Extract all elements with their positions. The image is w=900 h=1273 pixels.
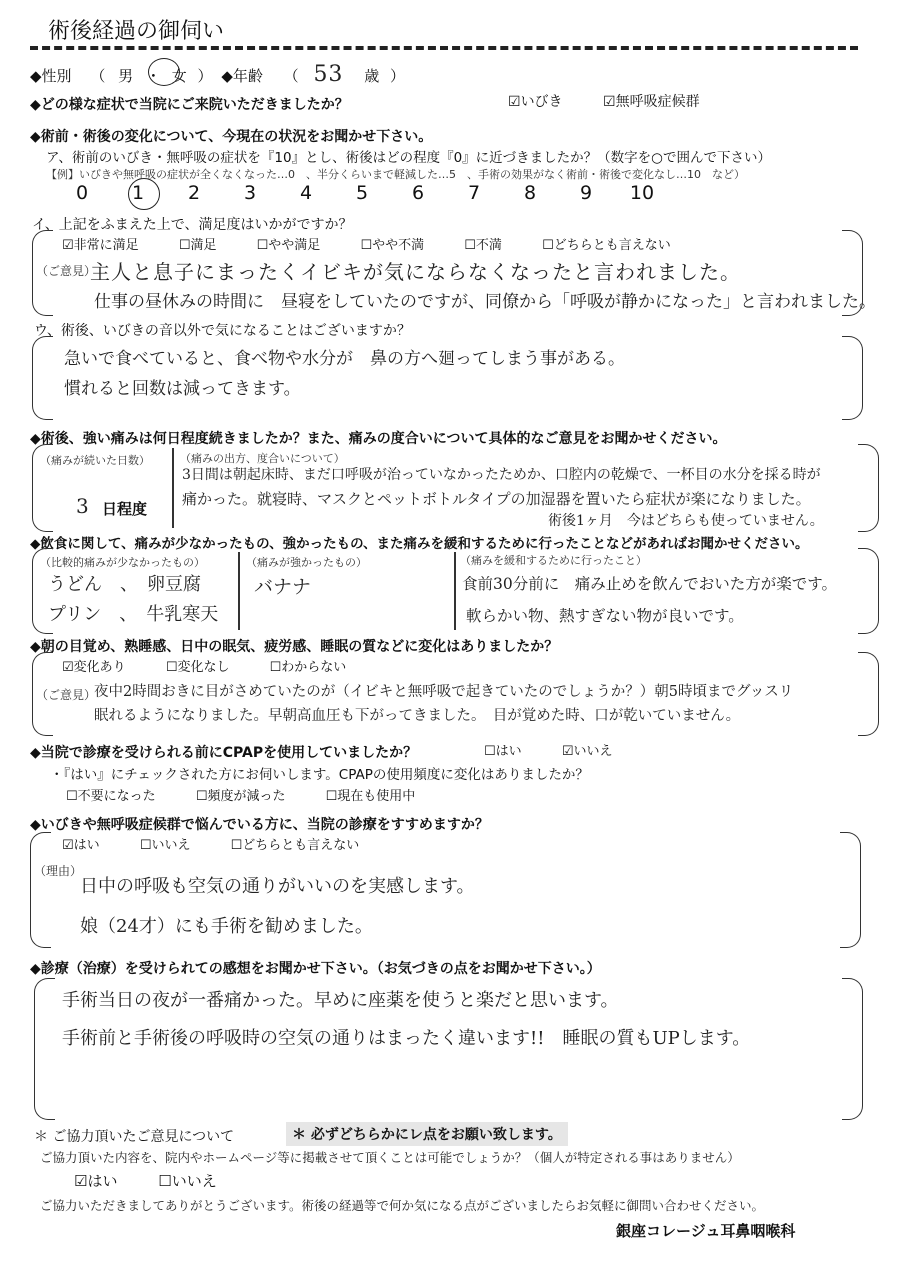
scale-0[interactable]: 0 [75,182,89,204]
q7-opt-2-label: どちらとも言えない [242,838,360,853]
q1-opt-snore: いびき [520,94,563,110]
q3-bracket-right [858,444,879,532]
q6-sub-opt-2-label: 現在も使用中 [337,789,416,804]
q5-opt-1[interactable]: ☐変化なし [165,660,230,675]
scale-2[interactable]: 2 [187,182,201,204]
q7-opt-1[interactable]: ☐いいえ [139,838,191,853]
female-circle [148,58,180,86]
q4-relief-1: 食前30分前に 痛み止めを飲んでおいた方が楽です。 [462,575,837,593]
q4-weak-1: うどん 、 卵豆腐 [48,574,201,595]
q6-options [484,740,648,759]
q5-opinion-label: （ご意見） [36,688,97,702]
scale-circle [128,178,160,210]
q6-sub-opt-0-label: 不要になった [77,789,156,804]
q2b-opt-3[interactable]: ☐やや不満 [360,238,425,253]
q1-check-snore[interactable]: ☑いびき [508,94,563,110]
q2b-opt-3-label: やや不満 [372,238,425,253]
q3-days-unit: 日程度 [102,500,148,518]
q4-text: ◆飲食に関して、痛みが少なかったもの、強かったもの、また痛みを緩和するために行ったことなどがあればお聞かせください。 [30,536,809,552]
q2b-opt-2-label: やや満足 [268,238,321,253]
q4-divider-2 [454,552,456,630]
age-label: ◆年齢 [221,67,263,85]
q1-text: ◆どの様な症状で当院にご来院いただきましたか？ [30,97,349,113]
scale-7[interactable]: 7 [467,182,481,204]
consent-no-label: いいえ [171,1172,217,1190]
q6-opt-no[interactable]: ☑いいえ [561,744,613,759]
q3-answer-1: 3日間は朝起床時、まだ口呼吸が治っていなかったためか、口腔内の乾燥で、一杯目の水分を採る時が [182,467,821,483]
q6-sub-opt-1[interactable]: ☐頻度が減った [195,789,286,804]
q2a-example: 【例】いびきや無呼吸の症状が全くなくなった…0 、半分くらいまで軽減した…5 、手術の効果がなく術前・術後で変化なし…10 など） [46,168,745,181]
q1-opt-apnea: 無呼吸症候群 [615,94,700,110]
q6-sub-options [66,785,451,804]
q7-opt-0[interactable]: ☑はい [62,838,100,853]
q8-answer-1: 手術当日の夜が一番痛かった。早めに座薬を使うと楽だと思います。 [62,990,619,1011]
scale-1[interactable]: 1 [131,182,145,204]
thanks-text: ご協力いただきましてありがとうございます。術後の経過等で何か気になる点がございましたらお気軽に御問い合わせください。 [40,1198,765,1213]
q5-opt-2[interactable]: ☐わからない [269,660,347,675]
q8-bracket-right [842,978,863,1120]
q7-text: ◆いびきや無呼吸症候群で悩んでいる方に、当院の診療をすすめますか？ [30,817,489,833]
q2c-answer-1: 急いで食べていると、食べ物や水分が 鼻の方へ廻ってしまう事がある。 [64,349,625,369]
q3-days-value[interactable]: 3 [76,494,90,518]
q6-sub-opt-0[interactable]: ☐不要になった [66,789,156,804]
q5-opt-0-label: 変化あり [73,660,126,675]
scale-3[interactable]: 3 [243,182,257,204]
q7-options [62,834,395,853]
q4-weak-label: （比較的痛みが少なかったもの） [40,556,205,569]
q2b-answer-1: 主人と息子にまったくイビキが気にならなくなったと言われました。 [90,260,741,284]
q2b-options [62,234,707,253]
q8-answer-2: 手術前と手術後の呼吸時の空気の通りはまったく違います!! 睡眠の質もUPします。 [62,1028,751,1049]
consent-options [74,1170,253,1191]
q4-strong-1: バナナ [254,576,312,598]
q2b-opt-1[interactable]: ☐満足 [178,238,217,253]
q2c-bracket-right [842,336,863,420]
gender-female[interactable]: 女 [171,67,187,85]
scale-4[interactable]: 4 [299,182,313,204]
gender-row: ◆性別 （ 男 ・ 女 ） ◆年齢 （ 53 歳 ） [30,62,406,87]
q3-text: ◆術後、強い痛みは何日程度続きましたか？また、痛みの度合いについて具体的なご意見をお聞かせください。 [30,431,727,447]
q4-bracket-right [858,548,879,634]
age-value[interactable]: 53 [313,62,344,87]
q4-divider-1 [238,552,240,630]
consent-no[interactable]: ☐いいえ [158,1172,217,1190]
gender-male[interactable]: 男 [118,67,134,85]
scale-9[interactable]: 9 [579,182,593,204]
q2c-text: ウ、術後、いびきの音以外で気になることはございますか？ [34,323,411,339]
q2b-opt-0-label: 非常に満足 [73,238,139,253]
q5-opt-0[interactable]: ☑変化あり [62,660,126,675]
q6-sub-text: ・『はい』にチェックされた方にお伺いします。CPAPの使用頻度に変化はありましたか？ [50,767,589,783]
q5-answer-2: 眠れるようになりました。早朝高血圧も下がってきました。 目が覚めた時、口が乾いていません。 [94,708,741,724]
consent-header-1: ＊ ご協力頂いたご意見について [34,1129,235,1145]
q7-answer-1: 日中の呼吸も空気の通りがいいのを実感します。 [80,876,475,897]
q7-answer-2: 娘（24才）にも手術を勧めました。 [80,916,373,937]
q7-opt-0-label: はい [73,838,100,853]
q2b-opt-4-label: 不満 [475,238,502,253]
q5-opt-2-label: わからない [281,660,347,675]
q2b-opt-1-label: 満足 [190,238,217,253]
q7-reason-label: （理由） [34,864,83,878]
consent-question: ご協力頂いた内容を、院内やホームページ等に掲載させて頂くことは可能でしょうか？（個人が特定される事はありません） [40,1150,740,1165]
q3-days-label: （痛みが続いた日数） [40,454,150,467]
q6-opt-yes-label: はい [495,744,522,759]
title-underline [30,46,858,50]
q5-text: ◆朝の目覚め、熟睡感、日中の眠気、疲労感、睡眠の質などに変化はありましたか？ [30,639,559,655]
q2b-opt-4[interactable]: ☐不満 [464,238,502,253]
q6-opt-no-label: いいえ [573,744,613,759]
q2b-opt-2[interactable]: ☐やや満足 [256,238,321,253]
q6-sub-opt-2[interactable]: ☐現在も使用中 [325,789,416,804]
page-title: 術後経過の御伺い [48,19,225,44]
scale-5[interactable]: 5 [355,182,369,204]
consent-header-2: ＊ 必ずどちらかにレ点をお願い致します。 [286,1122,568,1146]
q5-bracket-right [858,652,879,736]
q2b-opt-0[interactable]: ☑非常に満足 [62,238,139,253]
q2-text: ◆術前・術後の変化について、今現在の状況をお聞かせ下さい。 [30,129,433,145]
q3-divider [172,448,174,528]
consent-yes[interactable]: ☑はい [74,1172,118,1190]
q7-bracket-right [840,832,861,948]
clinic-name: 銀座コレージュ耳鼻咽喉科 [616,1222,796,1240]
scale-10[interactable]: 10 [629,182,655,204]
q6-text: ◆当院で診療を受けられる前にCPAPを使用していましたか？ [30,745,418,761]
q7-opt-1-label: いいえ [151,838,191,853]
scale-6[interactable]: 6 [411,182,425,204]
q2b-opinion-label: （ご意見） [36,264,97,278]
scale-8[interactable]: 8 [523,182,537,204]
q2b-answer-2: 仕事の昼休みの時間に 昼寝をしていたのですが、同僚から「呼吸が静かになった」と言われました。 [94,292,876,312]
q4-strong-label: （痛みが強かったもの） [246,556,367,569]
q5-opt-1-label: 変化なし [177,660,230,675]
q2b-opt-5-label: どちらとも言えない [553,238,671,253]
q4-relief-2: 軟らかい物、熱すぎない物が良いです。 [466,607,744,625]
consent-yes-label: はい [87,1172,118,1190]
q8-bracket-left [34,978,55,1120]
q5-options [62,656,382,675]
q2c-bracket-left [32,336,53,420]
q6-sub-opt-1-label: 頻度が減った [207,789,286,804]
q6-opt-yes[interactable]: ☐はい [484,744,522,759]
q2c-answer-2: 慣れると回数は減ってきます。 [64,379,301,399]
gender-label: ◆性別 [30,67,72,85]
q2b-text: イ、上記をふまえた上で、満足度はいかがですか？ [32,217,353,233]
q1-options [508,91,736,111]
q3-answer-3: 術後1ヶ月 今はどちらも使っていません。 [548,513,824,529]
q3-answer-2: 痛かった。就寝時、マスクとペットボトルタイプの加湿器を置いたら症状が楽になりました。 [182,490,811,508]
q4-relief-label: （痛みを緩和するために行ったこと） [460,554,647,567]
q4-weak-2: プリン 、 牛乳寒天 [48,604,219,625]
q7-bracket-left [30,832,51,948]
q1-check-apnea[interactable]: ☑無呼吸症候群 [603,94,700,110]
q2b-opt-5[interactable]: ☐どちらとも言えない [542,238,671,253]
q3-detail-label: （痛みの出方、度合いについて） [180,452,345,465]
q8-text: ◆診療（治療）を受けられての感想をお聞かせ下さい。（お気づきの点をお聞かせ下さい。） [30,961,601,977]
q5-answer-1: 夜中2時間おきに目がさめていたのが（イビキと無呼吸で起きていたのでしょうか？）朝5時頃までグッスリ [94,684,794,700]
q7-opt-2[interactable]: ☐どちらとも言えない [230,838,360,853]
q2a-text: ア、術前のいびき・無呼吸の症状を『10』とし、術後はどの程度『0』に近づきましたか？（数字を○で囲んで下さい） [46,150,771,166]
